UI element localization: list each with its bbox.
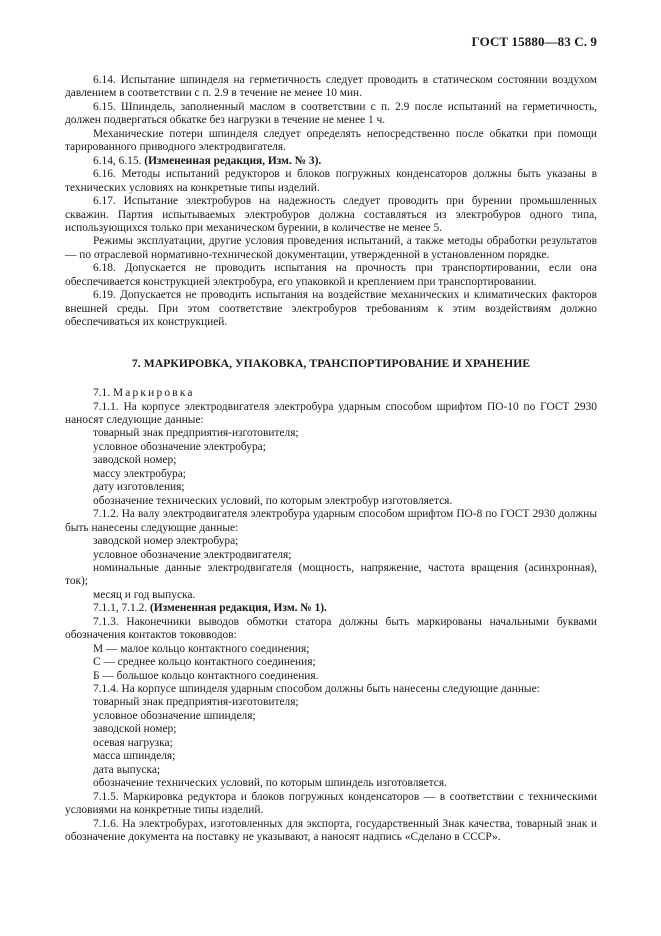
paragraph-7-1-1: 7.1.1. На корпусе электродвигателя электробура ударным способом шрифтом ПО-10 по ГОСТ 2930 наносят следующие данные: — [65, 400, 597, 426]
page-header: ГОСТ 15880—83 С. 9 — [471, 34, 597, 49]
list-item: номинальные данные электродвигателя (мощность, напряжение, частота вращения (асинхронная), ток); — [65, 561, 597, 588]
paragraph-7-1-6: 7.1.6. На электробурах, изготовленных для экспорта, государственный Знак качества, товарный знак и обозначение документа на поставку не указывают, а наносят надпись «Сделано в СССР». — [65, 817, 597, 844]
paragraph-6-18: 6.18. Допускается не проводить испытания на прочность при транспортировании, если она обеспечивается конструкцией электробура, его упаковкой и креплением при транспортировании. — [65, 262, 597, 288]
subsection-7-1 — [65, 387, 597, 400]
paragraph-7-1-3: 7.1.3. Наконечники выводов обмотки статора должны быть маркированы начальными буквами обозначения контактов токовводов: — [65, 615, 597, 642]
section-7-heading: 7. МАРКИРОВКА, УПАКОВКА, ТРАНСПОРТИРОВАНИЕ И ХРАНЕНИЕ — [131, 356, 531, 370]
list-item: С — среднее кольцо контактного соединения; — [93, 656, 316, 669]
amendment-note-3 — [65, 155, 597, 168]
amendment-text: (Измененная редакция, Изм. № 1). — [149, 602, 327, 615]
document-body — [65, 74, 597, 844]
list-item: товарный знак предприятия-изготовителя; — [93, 427, 299, 440]
list-item: дату изготовления; — [93, 481, 185, 494]
paragraph-6-15: 6.15. Шпиндель, заполненный маслом в соответствии с п. 2.9 после испытаний на герметичность, должен подвергаться обкатке без нагрузки в течение не менее 1 ч. — [65, 100, 597, 127]
paragraph-6-16: 6.16. Методы испытаний редукторов и блоков погружных конденсаторов должны быть указаны в технических условиях на конкретные типы изделий. — [65, 168, 597, 194]
subsection-title: Маркировка — [112, 387, 195, 400]
list-item: М — малое кольцо контактного соединения; — [93, 642, 310, 655]
paragraph-test-modes: Режимы эксплуатации, другие условия проведения испытаний, а также методы обработки результатов — по отраслевой нормативно-технической документации, утвержденной в установленном порядке. — [65, 235, 597, 261]
paragraph-7-1-5: 7.1.5. Маркировка редуктора и блоков погружных конденсаторов — в соответствии с техническими условиями на конкретные типы изделий. — [65, 790, 597, 817]
list-item: масса шпинделя; — [93, 750, 176, 763]
paragraph-6-17: 6.17. Испытание электробуров на надежность следует проводить при бурении промышленных скважин. Партия испытываемых электробуров должна составляться из электробуров одного типа, использующихся только при механическом бурении, в количестве не менее 5. — [65, 195, 597, 234]
list-item: обозначение технических условий, по которым электробур изготовляется. — [93, 494, 453, 507]
list-item: условное обозначение электробура; — [93, 440, 266, 453]
list-item: заводской номер; — [93, 454, 177, 467]
paragraph-6-14: 6.14. Испытание шпинделя на герметичность следует проводить в статическом состоянии воздухом давлением в соответствии с п. 2.9 в течение не менее 10 мин. — [65, 74, 597, 100]
list-item: заводской номер электробура; — [93, 535, 239, 548]
paragraph-7-1-2: 7.1.2. На валу электродвигателя электробура ударным способом шрифтом ПО-8 по ГОСТ 2930 должны быть нанесены следующие данные: — [65, 508, 597, 534]
list-item: заводской номер; — [93, 723, 177, 736]
list-item: условное обозначение электродвигателя; — [93, 548, 292, 561]
list-item: массу электробура; — [93, 467, 186, 480]
list-item: условное обозначение шпинделя; — [93, 709, 256, 722]
paragraph-6-19: 6.19. Допускается не проводить испытания на воздействие механических и климатических факторов внешней среды. При этом соответствие электробуров требованиям к этим воздействиям должно обеспечиваться их конструкцией. — [65, 289, 597, 329]
paragraph-mech-losses: Механические потери шпинделя следует определять непосредственно после обкатки при помощи тарированного приводного электродвигателя. — [65, 127, 597, 154]
amendment-note-1 — [65, 602, 597, 615]
amendment-text: (Измененная редакция, Изм. № 3). — [144, 154, 322, 167]
list-item: товарный знак предприятия-изготовителя; — [93, 696, 299, 709]
paragraph-7-1-4: 7.1.4. На корпусе шпинделя ударным способом должны быть нанесены следующие данные: — [93, 683, 540, 696]
list-item: дата выпуска; — [93, 763, 161, 776]
list-item: Б — большое кольцо контактного соединения. — [93, 669, 319, 682]
list-item: месяц и год выпуска. — [93, 588, 196, 601]
subsection-number: 7.1. — [93, 387, 111, 400]
amendment-ref: 7.1.1, 7.1.2. — [93, 602, 148, 615]
list-item: обозначение технических условий, по которым шпиндель изготовляется. — [93, 777, 447, 790]
amendment-ref: 6.14, 6.15. — [93, 154, 142, 167]
list-item: осевая нагрузка; — [93, 736, 173, 749]
